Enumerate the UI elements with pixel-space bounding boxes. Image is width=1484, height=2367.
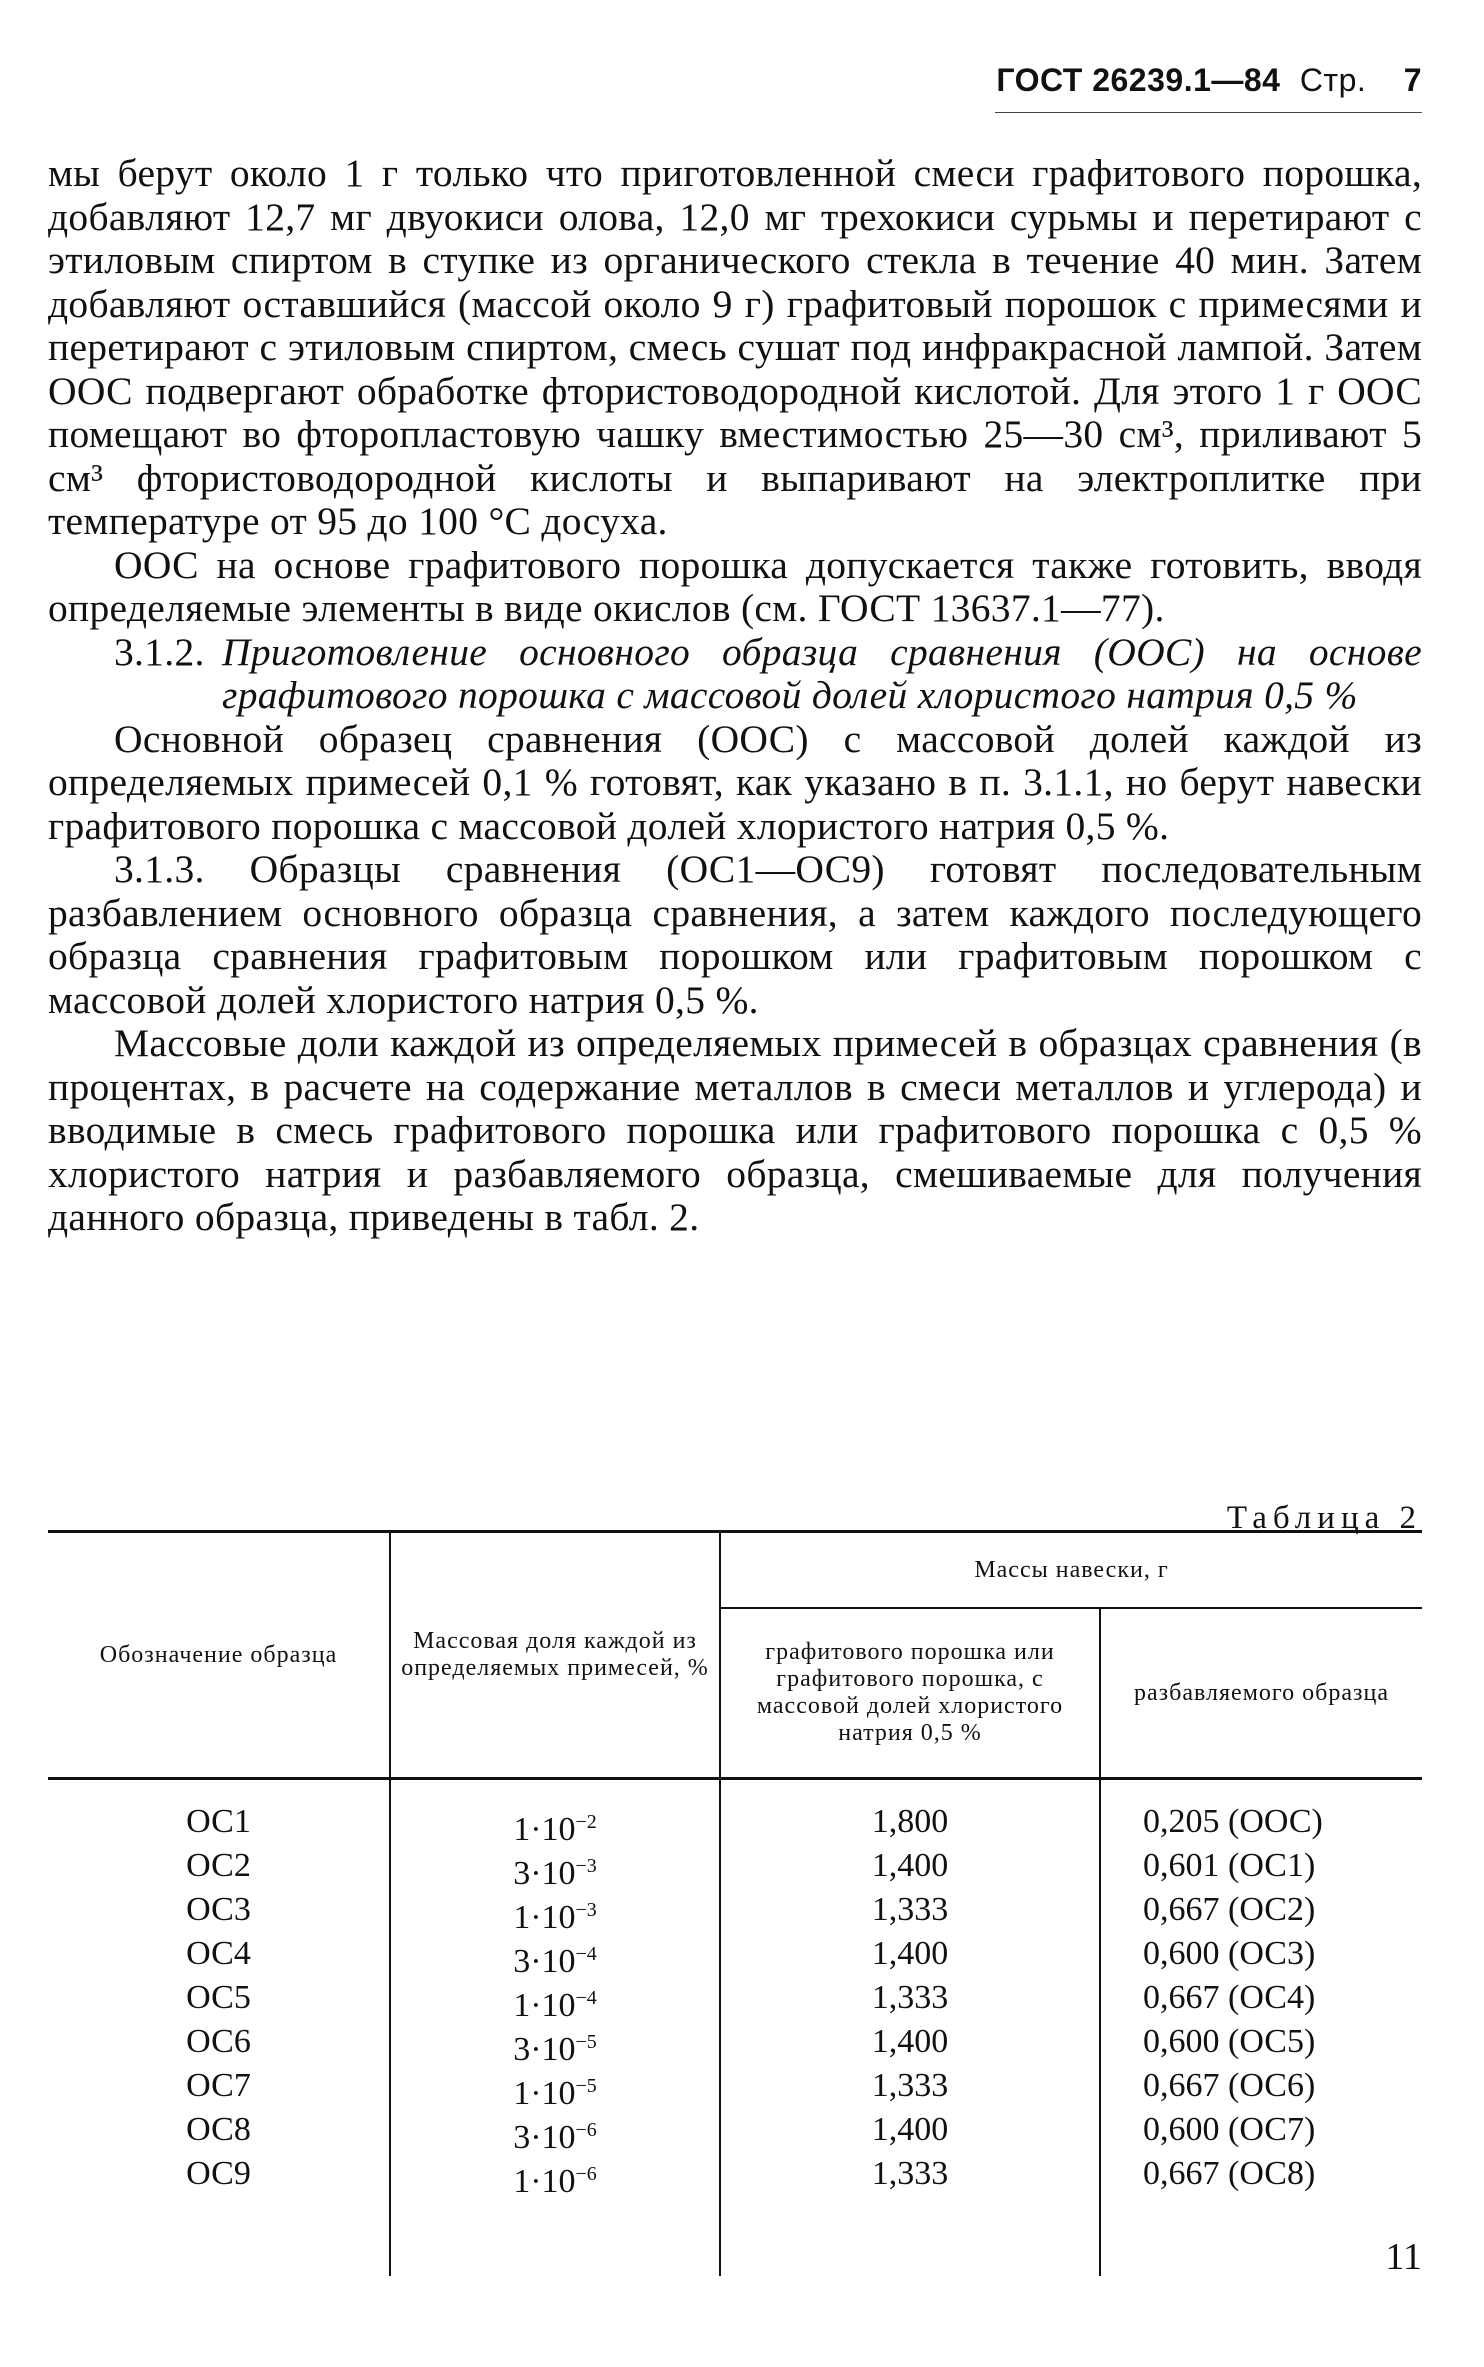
paragraph-oxides-note: ООС на основе графитового порошка допускается также готовить, вводя определяемые элементы в виде окислов (см. ГОСТ 13637.1—77). [48, 542, 1422, 630]
cell-diluted: 0,667 (ОС8) [1100, 2156, 1422, 2276]
cell-graphite: 1,400 [720, 2024, 1100, 2068]
page-header [50, 62, 1422, 99]
cell-diluted: 0,205 (ООС) [1100, 1779, 1422, 1849]
header-diluted: разбавляемого образца [1100, 1608, 1422, 1779]
header-rule [995, 112, 1422, 113]
table-row [48, 1892, 1422, 1936]
cell-diluted: 0,667 (ОС4) [1100, 1980, 1422, 2024]
page-number-top: 7 [1403, 62, 1422, 98]
cell-designation: ОС3 [186, 1891, 251, 1928]
cell-designation: ОС2 [186, 1847, 251, 1884]
header-masses-group: Массы навески, г [720, 1532, 1422, 1609]
section-number: 3.1.2. [114, 629, 205, 674]
cell-graphite: 1,400 [720, 2112, 1100, 2156]
header-graphite: графитового порошка или графитового порошка, с массовой долей хлористого натрия 0,5 % [720, 1608, 1100, 1779]
cell-mass-fraction: $1\cdot 10^{-2}$ [390, 1779, 720, 1849]
cell-graphite: 1,800 [720, 1779, 1100, 1849]
cell-graphite: 1,333 [720, 2156, 1100, 2276]
table-row [48, 1936, 1422, 1980]
paragraph-3-1-3: 3.1.3. Образцы сравнения (ОС1—ОС9) готовят последовательным разбавлением основного образца сравнения, а затем каждого последующего образца сравнения графитовым порошком или графитовым порошком с массовой долей хлористого натрия 0,5 %. [48, 847, 1422, 1022]
cell-diluted: 0,667 (ОС6) [1100, 2068, 1422, 2112]
paragraph-table-intro: Массовые доли каждой из определяемых примесей в образцах сравнения (в процентах, в расчете на содержание металлов в смеси металлов и углерода) и вводимые в смесь графитового порошка или графитового порошка с 0,5 % хлористого натрия и разбавляемого образца, смешиваемые для получения данного образца, приведены в табл. 2. [48, 1021, 1422, 1239]
cell-mass-fraction: $1\cdot 10^{-3}$ [390, 1892, 720, 1936]
cell-designation: ОС4 [186, 1935, 251, 1972]
cell-mass-fraction: $3\cdot 10^{-3}$ [390, 1848, 720, 1892]
cell-diluted: 0,600 (ОС7) [1100, 2112, 1422, 2156]
cell-mass-fraction: $3\cdot 10^{-4}$ [390, 1936, 720, 1980]
section-title: Приготовление основного образца сравнения (ООС) на основе графитового порошка с массовой долей хлористого натрия 0,5 % [222, 629, 1422, 717]
cell-graphite: 1,333 [720, 2068, 1100, 2112]
cell-designation: ОС6 [186, 2023, 251, 2060]
cell-designation: ОС1 [186, 1803, 251, 1840]
cell-graphite: 1,333 [720, 1892, 1100, 1936]
cell-mass-fraction: $1\cdot 10^{-6}$ [390, 2156, 720, 2276]
table-row [48, 1848, 1422, 1892]
table-row [48, 2024, 1422, 2068]
cell-mass-fraction: $3\cdot 10^{-5}$ [390, 2024, 720, 2068]
table-row [48, 2068, 1422, 2112]
table-caption: Таблица 2 [1226, 1500, 1422, 1536]
cell-designation: ОС8 [186, 2111, 251, 2148]
paragraph-main-sample: Основной образец сравнения (ООС) с массовой долей каждой из определяемых примесей 0,1 % готовят, как указано в п. 3.1.1, но берут навески графитового порошка с массовой долей хлористого натрия 0,5 %. [48, 716, 1422, 848]
page-number-bottom: 11 [1385, 2236, 1422, 2278]
table-row [48, 1779, 1422, 1849]
table-row [48, 2156, 1422, 2276]
cell-designation: ОС9 [186, 2155, 251, 2192]
header-mass-fraction: Массовая доля каждой из определяемых примесей, % [390, 1532, 720, 1779]
cell-diluted: 0,667 (ОС2) [1100, 1892, 1422, 1936]
cell-mass-fraction: $3\cdot 10^{-6}$ [390, 2112, 720, 2156]
table-row [48, 2112, 1422, 2156]
cell-graphite: 1,400 [720, 1848, 1100, 1892]
cell-designation: ОС5 [186, 1979, 251, 2016]
paragraph-continuation: мы берут около 1 г только что приготовленной смеси графитового порошка, добавляют 12,7 мг двуокиси олова, 12,0 мг трехокиси сурьмы и перетирают с этиловым спиртом в ступке из органического стекла в течение 40 мин. Затем добавляют оставшийся (массой около 9 г) графитовый порошок с примесями и перетирают с этиловым спиртом, смесь сушат под инфракрасной лампой. Затем ООС подвергают обработке фтористоводородной кислотой. Для этого 1 г ООС помещают во фторопластовую чашку вместимостью 25—30 см³, приливают 5 см³ фтористоводородной кислоты и выпаривают на электроплитке при температуре от 95 до 100 °С досуха. [48, 151, 1422, 543]
standard-designation: ГОСТ 26239.1—84 [996, 62, 1281, 98]
table-2 [48, 1530, 1422, 2276]
cell-graphite: 1,333 [720, 1980, 1100, 2024]
header-designation: Обозначение образца [99, 1641, 338, 1668]
cell-designation: ОС7 [186, 2067, 251, 2104]
cell-mass-fraction: $1\cdot 10^{-5}$ [390, 2068, 720, 2112]
cell-graphite: 1,400 [720, 1936, 1100, 1980]
cell-diluted: 0,600 (ОС5) [1100, 2024, 1422, 2068]
table-row [48, 1980, 1422, 2024]
section-heading-3-1-2 [48, 631, 1422, 718]
cell-diluted: 0,600 (ОС3) [1100, 1936, 1422, 1980]
cell-diluted: 0,601 (ОС1) [1100, 1848, 1422, 1892]
body-text [48, 152, 1422, 1240]
page-label: Стр. [1299, 62, 1367, 98]
cell-mass-fraction: $1\cdot 10^{-4}$ [390, 1980, 720, 2024]
